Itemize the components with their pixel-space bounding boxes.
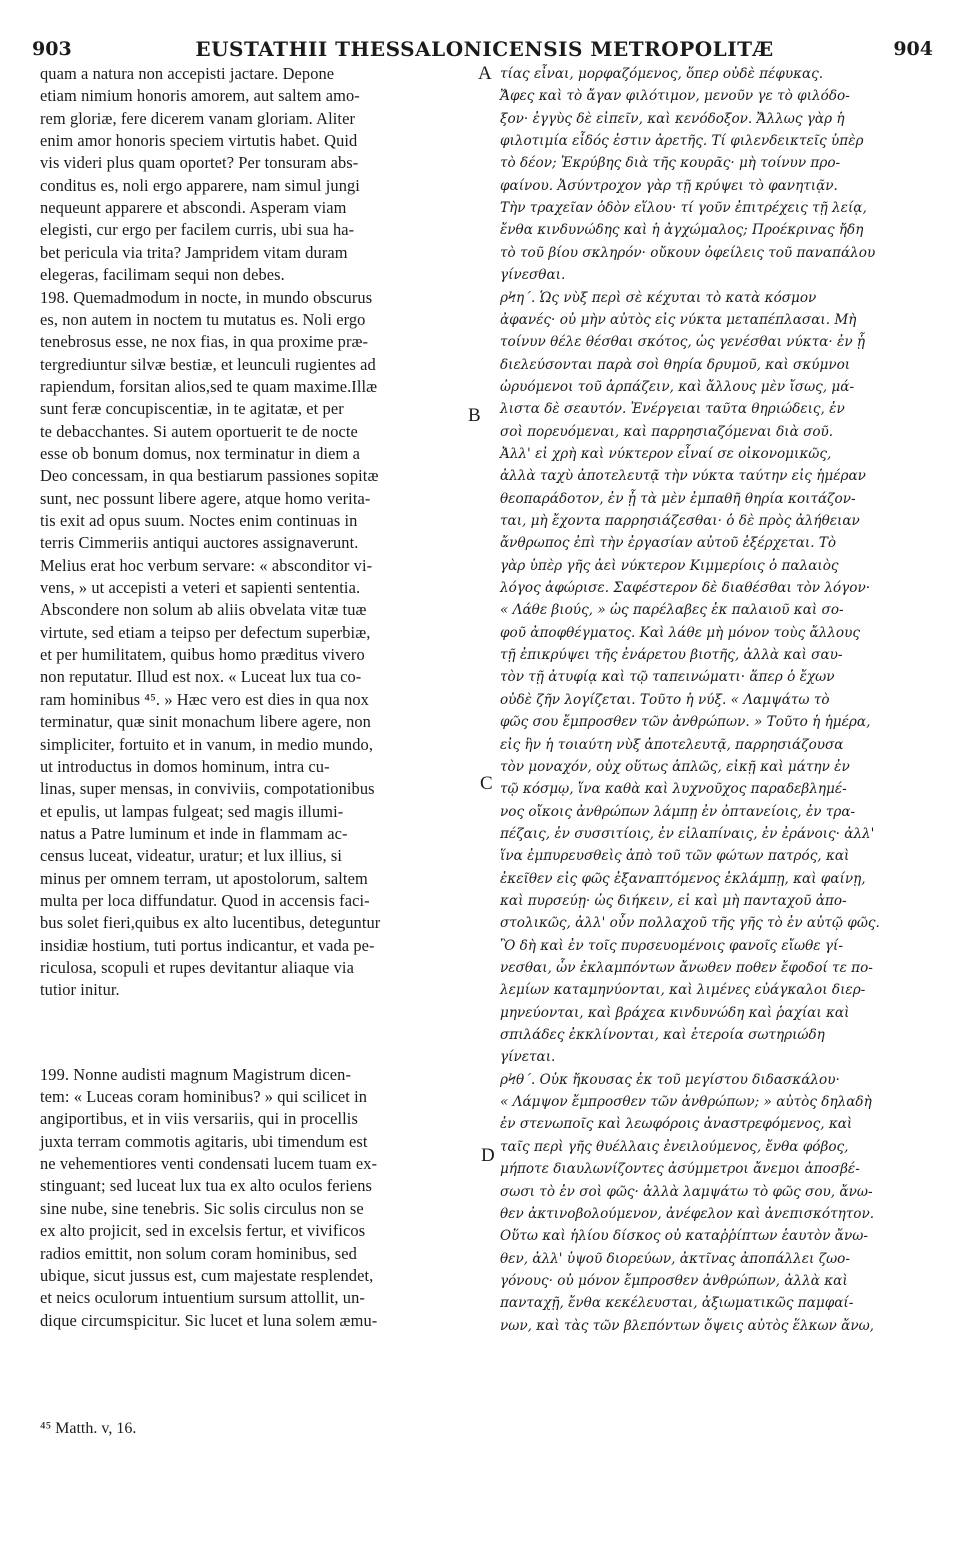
greek-line: ἐκεῖθεν εἰς φῶς ἐξαναπτόμενος ἐκλάμπῃ, καὶ φαίνῃ, (500, 870, 866, 887)
greek-line: καὶ πυρσεύῃ· ὡς διήκειν, εἰ καὶ μὴ πανταχοῦ ἀπο- (500, 892, 847, 909)
greek-line: μηνεύονται, καὶ βράχεα κινδυνώδη καὶ ῥαχίαι καὶ (500, 1004, 850, 1021)
page-number-left: 903 (32, 38, 72, 60)
latin-line: minus per omnem terram, ut apostolorum, saltem (40, 868, 368, 888)
latin-line: sunt feræ concupiscentiæ, in te agitatæ, et per (40, 399, 344, 419)
latin-line: ram hominibus ⁴⁵. » Hæc vero est dies in qua nox (40, 689, 369, 709)
latin-line: rem gloriæ, fere dicerem vanam gloriam. Aliter (40, 108, 355, 128)
latin-line: census luceat, videatur, uratur; et lux illius, si (40, 846, 343, 866)
margin-marker-a: A (478, 63, 492, 84)
latin-line: esse ob bonum domus, nox terminatur in diem a (40, 443, 360, 463)
page-number-right: 904 (893, 38, 933, 60)
greek-line: λεμίων καταμηνύονται, καὶ λιμένες εὐάγκαλοι διερ- (500, 982, 866, 999)
greek-line: ρϞη΄. Ὡς νὺξ περὶ σὲ κέχυται τὸ κατὰ κόσμον (500, 289, 817, 306)
latin-line: ubique, sicut jussus est, cum majestate resplendet, (40, 1265, 374, 1285)
greek-line: γίνεσθαι. (500, 267, 566, 284)
latin-line: quam a natura non accepisti jactare. Depone (40, 64, 335, 83)
latin-line: et epulis, ut lampas fulgeat; sed magis illumi- (40, 801, 344, 821)
page-header (0, 0, 969, 60)
greek-line: θεοπαράδοτον, ἐν ᾗ τὰ μὲν ἐμπαθῆ θηρία κοιτάζον- (500, 490, 856, 507)
greek-line: Ὃ δὴ καὶ ἐν τοῖς πυρσευομένοις φανοῖς εἴωθε γί- (500, 937, 843, 954)
greek-line: πανταχῇ, ἔνθα κεκέλευσται, ἀξιωματικῶς παμφαί- (500, 1295, 854, 1312)
latin-line: non reputatur. Illud est nox. « Luceat lux tua co- (40, 667, 362, 687)
greek-line: ἵνα ἐμπυρευσθεὶς ἀπὸ τοῦ τῶν φώτων πατρός, καὶ (500, 848, 850, 865)
greek-line: ταῖς περὶ γῆς θυέλλαις ἐνειλούμενος, ἔνθα φόβος, (500, 1138, 849, 1155)
latin-line: et neics oculorum intuentium sursum attollit, un- (40, 1288, 365, 1308)
latin-line: te debacchantes. Si autem oportuerit te de nocte (40, 421, 358, 441)
latin-line: rapiendum, forsitan alios,sed te quam maxime.Illæ (40, 376, 378, 396)
latin-line: ne vehementiores venti condensati lucem tuam ex- (40, 1154, 378, 1174)
latin-line: bet pericula via trita? Jampridem vitam duram (40, 242, 348, 262)
latin-line: tem: « Luceas coram hominibus? » qui scilicet in (40, 1087, 368, 1107)
greek-line: στολικῶς, ἀλλ' οὖν πολλαχοῦ τῆς γῆς τὸ ἐν αὐτῷ φῶς. (500, 915, 880, 932)
latin-line: riculosa, scopuli et rupes devitantur aliaque via (40, 958, 354, 977)
latin-line: vis videri plus quam oportet? Per tonsuram abs- (40, 153, 359, 173)
latin-line: terris Cimmeriis antiqui auctores assignaverunt. (40, 533, 359, 553)
latin-line: 199. Nonne audisti magnum Magistrum dicen- (40, 1064, 352, 1084)
greek-line: « Λάμψον ἔμπροσθεν τῶν ἀνθρώπων; » αὐτὸς δηλαδὴ (500, 1094, 872, 1111)
greek-line: σωσι τὸ ἐν σοὶ φῶς· ἀλλὰ λαμψάτω τὸ φῶς σου, ἄνω- (500, 1183, 873, 1200)
latin-line: tutior initur. (40, 980, 120, 1000)
latin-line: et per humilitatem, quibus homo præditus vivero (40, 645, 365, 665)
latin-line: elegeras, facilimam sequi non debes. (40, 265, 285, 285)
latin-line: tis exit ad opus suum. Noctes enim continuas in (40, 511, 358, 530)
latin-line: etiam nimium honoris amorem, aut saltem amo- (40, 86, 360, 106)
greek-line: νος οἴκοις ἀνθρώπων λάμπῃ ἐν ὀπτανείοις, ἐν τρα- (500, 803, 856, 820)
latin-line: linas, super mensas, in conviviis, compotationibus (40, 779, 375, 799)
greek-line: θεν, ἀλλ' ὑψοῦ διορεύων, ἀκτῖνας ἀποπάλλει ζωο- (500, 1250, 850, 1267)
greek-line: γὰρ ὑπὲρ γῆς ἀεὶ νύκτερον Κιμμερίοις ὁ παλαιὸς (500, 557, 839, 574)
latin-line: bus solet fieri,quibus ex alto lucentibus, deteguntur (40, 913, 381, 933)
greek-line: ἐν στενωποῖς καὶ λεωφόροις ἀναστρεφόμενος, καὶ (500, 1116, 853, 1133)
greek-line: τὸν τῇ ἀτυφίᾳ καὶ τῷ ταπεινώματι· ἅπερ ὁ ἔχων (500, 669, 835, 686)
greek-line: τοίνυν θέλε θέσθαι σκότος, ὡς γενέσθαι νύκτα· ἐν ᾗ (500, 334, 866, 351)
latin-line: juxta terram commotis agitaris, ubi timendum est (40, 1131, 368, 1151)
latin-line: tergrediuntur silvæ bestiæ, et leunculi rugientes ad (40, 354, 376, 374)
latin-line: simpliciter, fortuito et in vanum, in medio mundo, (40, 734, 374, 754)
greek-line: σοὶ πορευόμεναι, καὶ παρρησιαζόμεναι διὰ σοῦ. (500, 423, 834, 440)
latin-line: nequeunt apparere et abscondi. Asperam viam (40, 198, 347, 218)
greek-line: τὸ τοῦ βίου σκληρόν· οὔκουν ὀφείλεις τοῦ παναπάλου (500, 244, 876, 261)
greek-line: τὸ δέον; Ἐκρύβης διὰ τῆς κουρᾶς· μὴ τοίνυν προ- (500, 155, 841, 172)
latin-line: elegisti, cur ergo per facilem curris, ubi sua ha- (40, 220, 355, 240)
latin-line: enim amor honoris speciem virtutis habet. Quid (40, 131, 358, 151)
greek-line: ἀλλὰ ταχὺ ἀποτελευτᾷ τὴν νύκτα ταύτην εἰς ἡμέραν (500, 468, 866, 485)
greek-line: γόνους· οὐ μόνον ἔμπροσθεν ἀνθρώπων, ἀλλὰ καὶ (500, 1272, 848, 1289)
greek-line: τῷ κόσμῳ, ἵνα καθὰ καὶ λυχνοῦχος παραδεβλημέ- (500, 781, 847, 798)
greek-line: ξον· ἐγγὺς δὲ εἰπεῖν, καὶ κενόδοξον. Ἄλλως γὰρ ἡ (500, 110, 845, 127)
greek-line: φῶς σου ἔμπροσθεν τῶν ἀνθρώπων. » Τοῦτο ἡ ἡμέρα, (500, 714, 871, 731)
greek-line: ἔνθα κινδυνώδης καὶ ἡ ἀγχώμαλος; Προέκρινας ἤδη (500, 222, 864, 239)
greek-line: ἀφανές· οὐ μὴν αὐτὸς εἰς νύκτα μεταπέπλασαι. Μὴ (500, 311, 857, 328)
running-title: EUSTATHII THESSALONICENSIS METROPOLITÆ (195, 37, 774, 61)
greek-line: λόγος ἀφώρισε. Σαφέστερον δὲ διαθέσθαι τὸν λόγον· (500, 580, 871, 597)
latin-line: stinguant; sed luceat lux tua ex alto oculos feriens (40, 1176, 373, 1196)
greek-line: πέζαις, ἐν συσσιτίοις, ἐν εἰλαπίναις, ἐν ἐράνοις· ἀλλ' (500, 825, 875, 842)
greek-line: ἄνθρωπος ἐπὶ τὴν ἐργασίαν αὐτοῦ ἐξέρχεται. Τὸ (500, 535, 837, 552)
greek-line: Ἄφες καὶ τὸ ἄγαν φιλότιμον, μενοῦν γε τὸ φιλόδο- (500, 88, 850, 105)
margin-marker-b: B (468, 405, 481, 426)
greek-line: Οὕτω καὶ ἡλίου δίσκος οὐ καταῤῥίπτων ἑαυτὸν ἄνω- (500, 1228, 868, 1245)
greek-line: νεσθαι, ὧν ἐκλαμπόντων ἄνωθεν ποθεν ἔφοδοί τε πο- (500, 960, 873, 976)
latin-line: Deo concessam, in qua bestiarum passiones sopitæ (40, 466, 379, 486)
greek-line: φιλοτιμία εἶδός ἐστιν ἀρετῆς. Τί φιλενδεικτεῖς ὑπὲρ (500, 133, 864, 150)
latin-line: virtute, sed etiam a teipso per defectum superbiæ, (40, 622, 371, 642)
greek-line: μήποτε διαυλωνίζοντες ἀσύμμετροι ἄνεμοι ἀποσβέ- (500, 1161, 860, 1178)
greek-line: διελεύσονται παρὰ σοὶ θηρία δρυμοῦ, καὶ σκύμνοι (500, 356, 851, 373)
latin-line: natus a Patre luminum et inde in flammam ac- (40, 823, 348, 843)
latin-line: Melius erat hoc verbum servare: « absconditor vi- (40, 555, 373, 575)
greek-line: εἰς ἣν ἡ τοιαύτη νὺξ ἀποτελευτᾷ, παρρησιάζουσα (500, 736, 844, 753)
greek-line: νων, καὶ τὰς τῶν βλεπόντων ὄψεις αὐτὸς ἕλκων ἄνω, (500, 1317, 874, 1334)
latin-line: 198. Quemadmodum in nocte, in mundo obscurus (40, 287, 373, 307)
greek-line: ρϞθ΄. Οὐκ ἤκουσας ἐκ τοῦ μεγίστου διδασκάλου· (500, 1071, 840, 1088)
latin-line: vens, » ut accepisti a veteri et sapienti sententia. (40, 578, 361, 598)
latin-line: multa per loca diffundatur. Quod in accensis faci- (40, 890, 370, 910)
latin-line: tenebrosus esse, ne nox fias, in qua proxime præ- (40, 332, 369, 352)
latin-line: angiportibus, et in viis versariis, qui in procellis (40, 1109, 358, 1129)
greek-line: τῇ ἐπικρύψει τῆς ἐνάρετου βιοτῆς, ἀλλὰ καὶ σαυ- (500, 647, 843, 664)
latin-line: ut introductus in domos hominum, intra cu- (40, 756, 330, 776)
greek-line: ὠρυόμενοι τοῦ ἁρπάζειν, καὶ ἄλλους μὲν ἴσως, μά- (500, 378, 855, 395)
greek-line: οὐδὲ ζῆν λογίζεται. Τοῦτο ἡ νύξ. « Λαμψάτω τὸ (500, 691, 830, 708)
latin-line: sunt, nec possunt libere agere, atque homo verita- (40, 488, 371, 508)
greek-line: σπιλάδες ἐκκλίνονται, καὶ ἑτεροία σωτηριώδη (500, 1027, 825, 1044)
greek-line: φοῦ ἀποφθέγματος. Καὶ λάθε μὴ μόνον τοὺς ἄλλους (500, 624, 860, 641)
latin-line: conditus es, noli ergo apparere, nam simul jungi (40, 175, 360, 195)
greek-line: λιστα δὲ σεαυτόν. Ἐνέργειαι ταῦτα θηριώδεις, ἐν (500, 401, 845, 418)
latin-line: radios emittit, non solum coram hominibus, sed (40, 1243, 357, 1263)
greek-line: « Λάθε βιούς, » ὡς παρέλαβες ἐκ παλαιοῦ καὶ σο- (500, 602, 844, 619)
latin-line: ex alto projicit, sed in excelsis fertur, et vivificos (40, 1221, 366, 1241)
margin-marker-c: C (480, 773, 493, 794)
greek-line: ται, μὴ ἔχοντα παρρησιάζεσθαι· ὁ δὲ πρὸς ἀλήθειαν (500, 513, 860, 529)
footnote: ⁴⁵ Matth. v, 16. (40, 1420, 137, 1437)
greek-line: Ἀλλ' εἰ χρὴ καὶ νύκτερον εἶναί σε οἰκονομικῶς, (500, 445, 832, 462)
latin-line: dique circumspicitur. Sic lucet et luna solem æmu- (40, 1310, 378, 1330)
greek-line: γίνεται. (500, 1049, 556, 1066)
latin-line: Abscondere non solum ab aliis obvelata vitæ tuæ (40, 600, 367, 620)
latin-line: sine nube, sine tenebris. Sic solis circulus non se (40, 1198, 364, 1218)
greek-line: θεν ἀκτινοβολούμενον, ἀνέφελον καὶ ἀνεπισκότητον. (500, 1205, 875, 1222)
greek-line: τίας εἶναι, μορφαζόμενος, ὅπερ οὐδὲ πέφυκας. (500, 66, 824, 82)
greek-line: τὸν μοναχόν, οὐχ οὕτως ἁπλῶς, εἰκῇ καὶ μάτην ἐν (500, 758, 850, 775)
greek-line: φαίνου. Ἀσύντροχον γὰρ τῇ κρύψει τὸ φανητιᾷν. (500, 177, 838, 194)
latin-line: insidiæ hostium, tuti portus indicantur, et vada pe- (40, 935, 375, 955)
greek-line: Τὴν τραχεῖαν ὁδὸν εἵλου· τί γοῦν ἐπιτρέχεις τῇ λείᾳ, (500, 200, 867, 217)
latin-line: terminatur, quæ sinit monachum libere agere, non (40, 712, 371, 732)
latin-line: es, non autem in noctem tu mutatus es. Noli ergo (40, 309, 366, 329)
margin-marker-d: D (481, 1145, 495, 1166)
